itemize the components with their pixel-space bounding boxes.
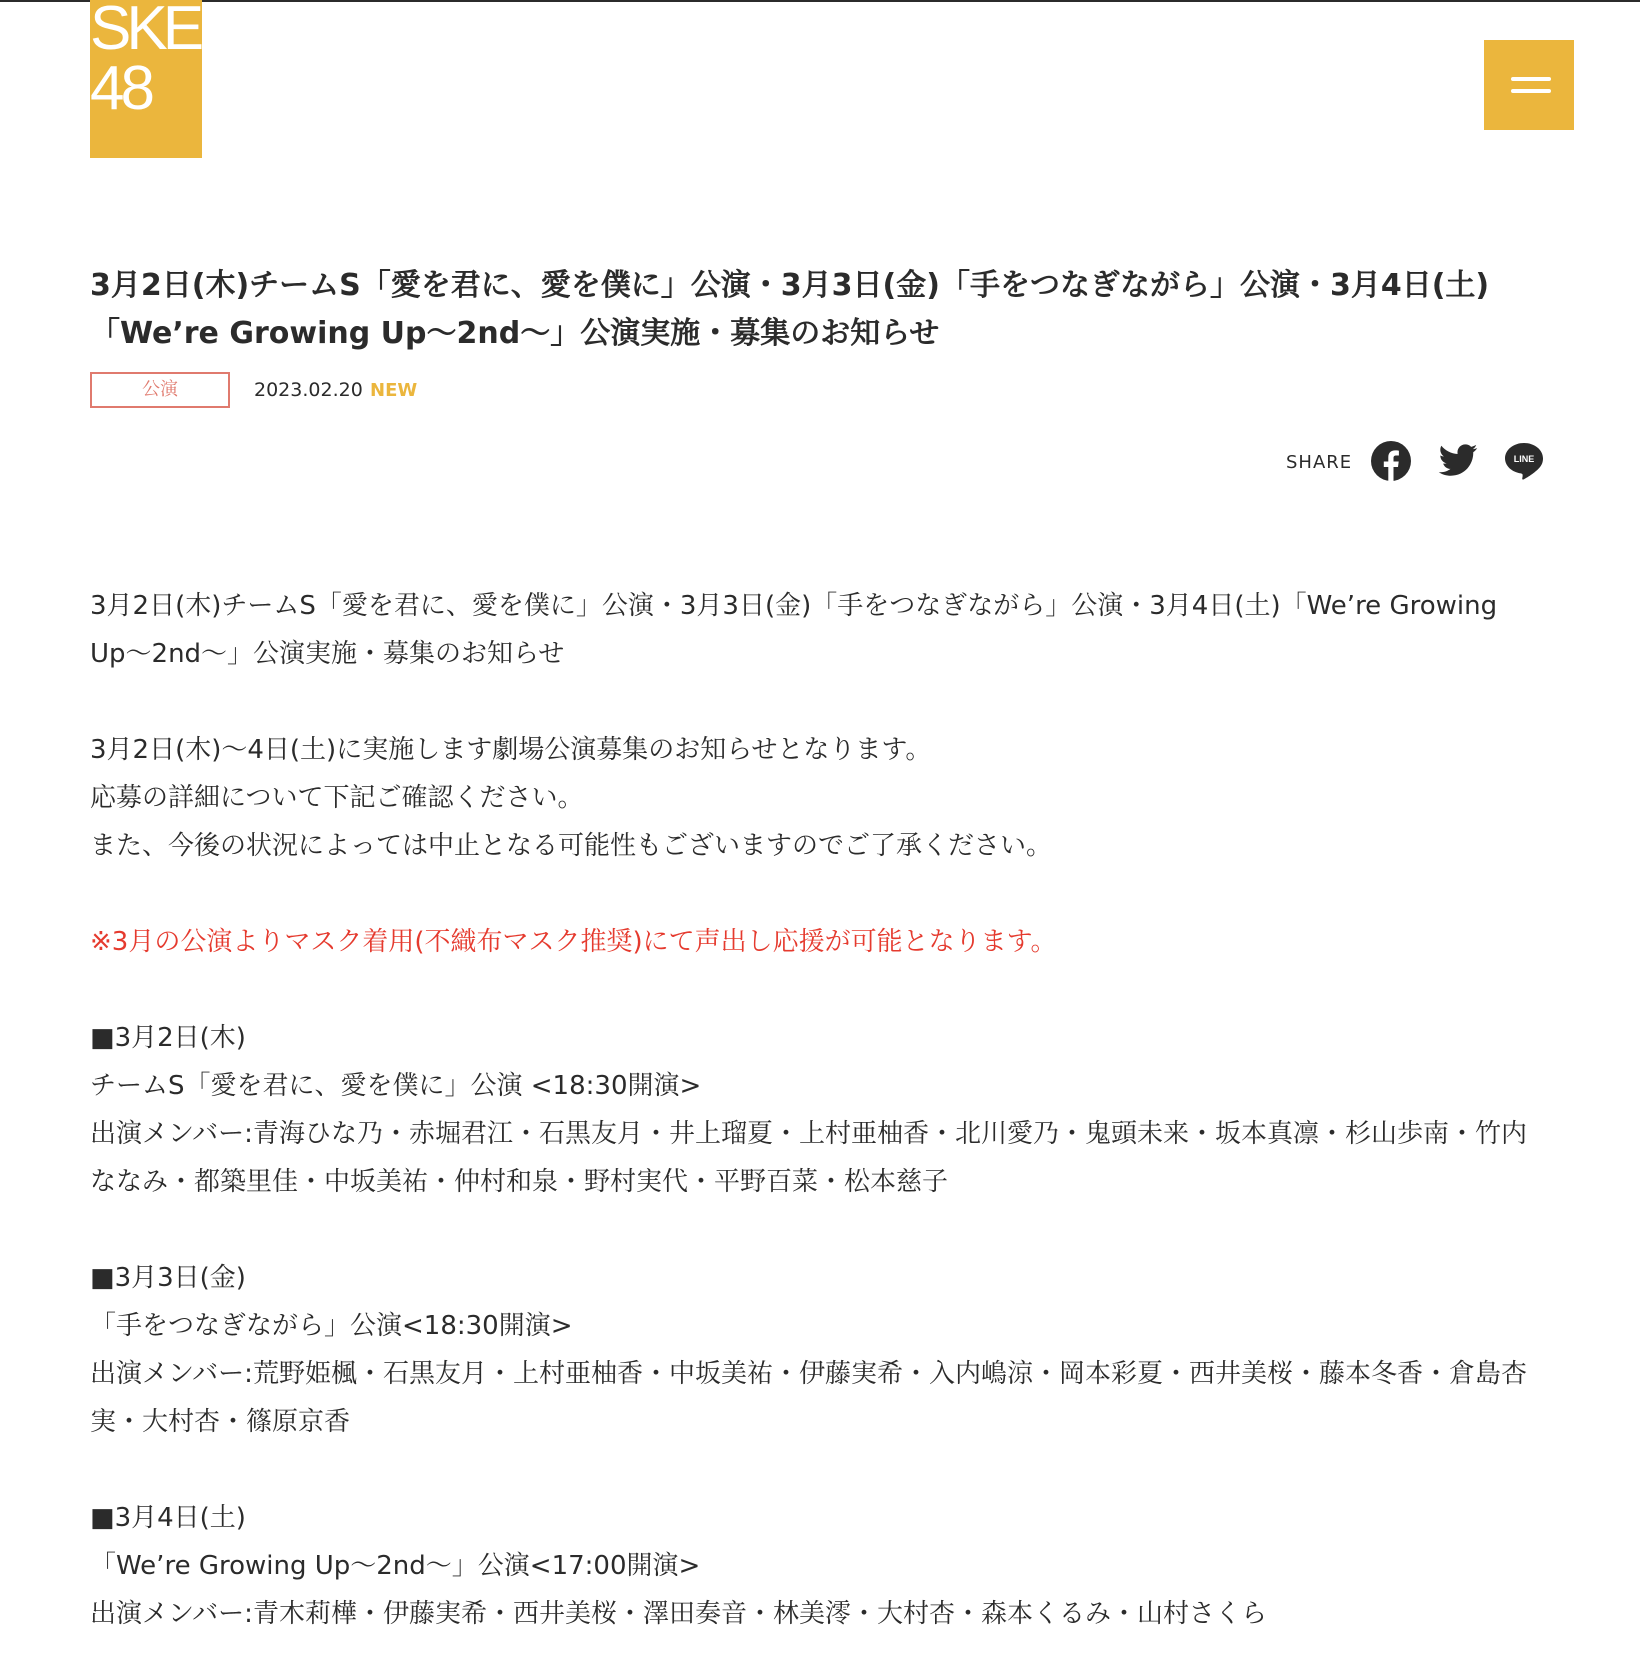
performance-show: 「手をつなぎながら」公演<18:30開演> xyxy=(90,1311,573,1341)
performance-date: ■3月3日(金) xyxy=(90,1263,246,1293)
notice-line: 3月2日(木)〜4日(土)に実施します劇場公演募集のお知らせとなります。 xyxy=(90,735,932,765)
notice-line: 応募の詳細について下記ご確認ください。 xyxy=(90,783,584,813)
hamburger-menu-button[interactable] xyxy=(1484,40,1574,130)
performance-members: 出演メンバー:青木莉樺・伊藤実希・西井美桜・澤田奏音・林美澪・大村杏・森本くるみ・山村さくら xyxy=(90,1599,1267,1629)
line-icon-text: LINE xyxy=(1513,454,1535,464)
twitter-share-icon[interactable] xyxy=(1437,440,1479,482)
notice-line: また、今後の状況によっては中止となる可能性もございますのでご了承ください。 xyxy=(90,831,1053,861)
share-label: SHARE xyxy=(1286,452,1353,473)
performance-date: ■3月4日(土) xyxy=(90,1503,246,1533)
spacer xyxy=(90,678,1550,726)
spacer xyxy=(90,966,1550,1014)
performance-date: ■3月2日(木) xyxy=(90,1023,246,1053)
new-badge: NEW xyxy=(370,380,418,401)
performance-show: チームS「愛を君に、愛を僕に」公演 <18:30開演> xyxy=(90,1071,702,1101)
category-tag[interactable]: 公演 xyxy=(90,372,230,408)
logo-text-line2: 48 xyxy=(90,54,151,123)
ske48-logo[interactable] xyxy=(90,0,202,158)
menu-icon-bar xyxy=(1511,77,1551,81)
spacer xyxy=(90,870,1550,918)
menu-icon-bar xyxy=(1511,89,1551,93)
facebook-share-icon[interactable] xyxy=(1370,440,1412,482)
intro-paragraph: 3月2日(木)チームS「愛を君に、愛を僕に」公演・3月3日(金)「手をつなぎながら」公演・3月4日(土)「We’re Growing Up〜2nd〜」公演実施・募集のお知らせ xyxy=(90,591,1498,669)
performance-show: 「We’re Growing Up〜2nd〜」公演<17:00開演> xyxy=(90,1551,701,1581)
performance-members: 出演メンバー:荒野姫楓・石黒友月・上村亜柚香・中坂美祐・伊藤実希・入内嶋涼・岡本彩夏・西井美桜・藤本冬香・倉島杏実・大村杏・篠原京香 xyxy=(90,1359,1527,1437)
performance-members: 出演メンバー:青海ひな乃・赤堀君江・石黒友月・井上瑠夏・上村亜柚香・北川愛乃・鬼頭未来・坂本真凛・杉山歩南・竹内ななみ・都築里佳・中坂美祐・仲村和泉・野村実代・平野百菜・松本慈子 xyxy=(90,1119,1527,1197)
article-date: 2023.02.20 xyxy=(254,379,363,401)
top-border xyxy=(0,0,1640,2)
article-title: 3月2日(木)チームS「愛を君に、愛を僕に」公演・3月3日(金)「手をつなぎながら」公演・3月4日(土)「We’re Growing Up〜2nd〜」公演実施・募集のお知らせ xyxy=(90,268,1490,351)
mask-warning: ※3月の公演よりマスク着用(不織布マスク推奨)にて声出し応援が可能となります。 xyxy=(90,927,1057,957)
logo-text-line1: SKE xyxy=(90,0,200,63)
spacer xyxy=(90,1446,1550,1494)
article-body xyxy=(90,582,1550,1638)
spacer xyxy=(90,1206,1550,1254)
line-share-icon[interactable] xyxy=(1503,440,1545,482)
